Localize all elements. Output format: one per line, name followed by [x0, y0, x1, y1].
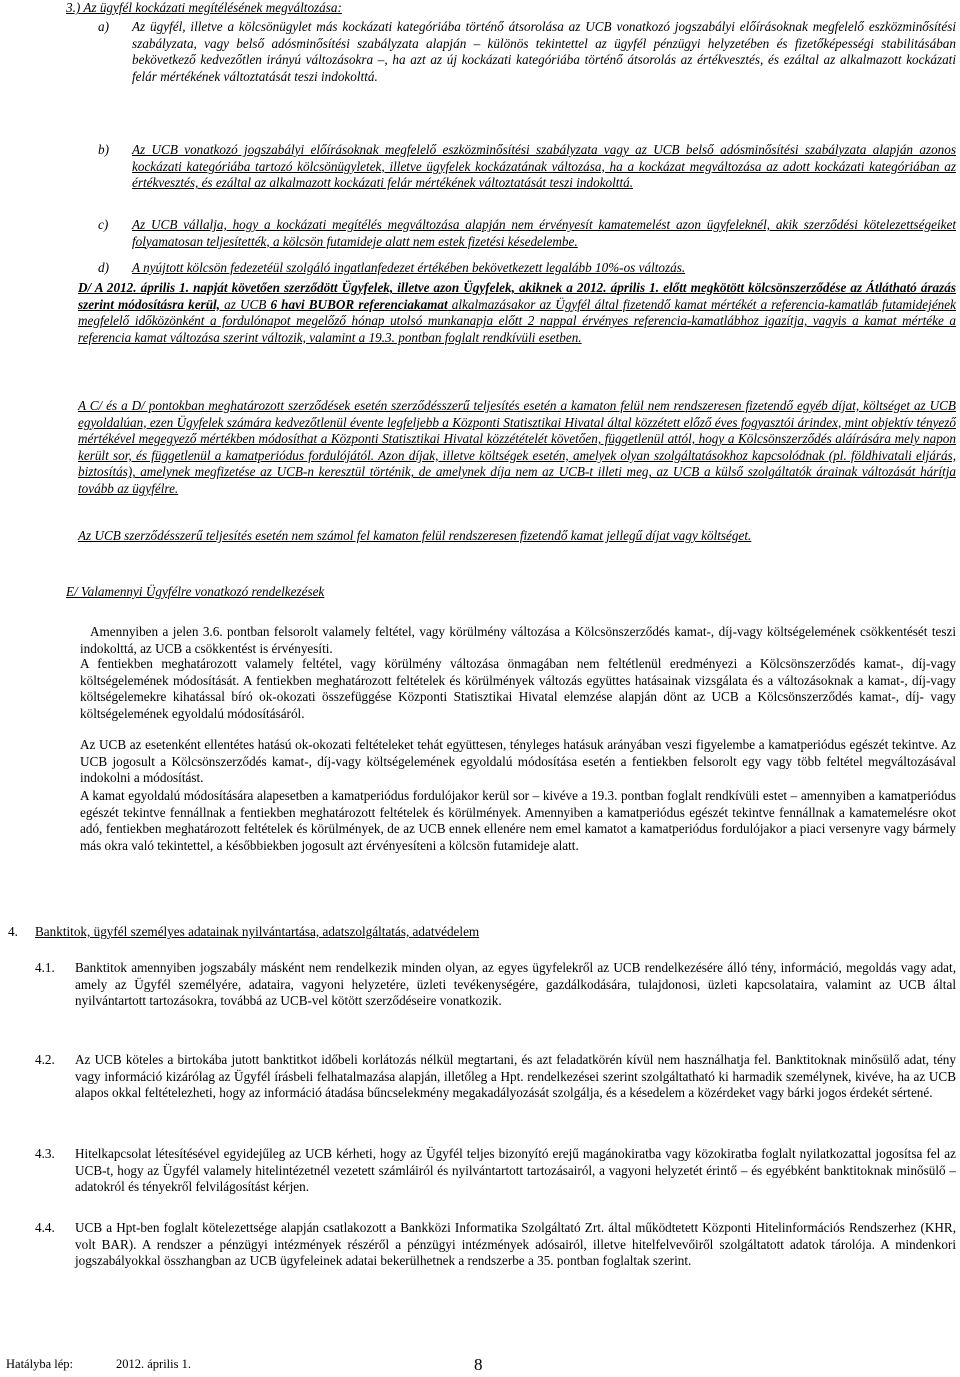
section-e-paragraph-2: A fentiekben meghatározott valamely feltétel, vagy körülmény változása önmagában nem feltétlenül eredményezi a Kölcsönszerződés kamat-, díj-vagy költségelemének módosítását. A fentiekben meghatározott feltételek és körülmények változás együttes hatásainak vizsgálata és a változásoknak a kamat-, díj-vagy költségelemekre kihatással bíró ok-okozati összefüggése Központi Statisztikai Hivatal elemzése alapján dönt az UCB a Kölcsönszerződés kamat-, díj- vagy költségelemének egyoldalú módosításáról. — [80, 656, 956, 721]
paragraph-d: A nyújtott kölcsön fedezetéül szolgáló ingatlanfedezet értékében bekövetkezett legalább 10%-os változás. — [132, 260, 686, 275]
item-4-1-number: 4.1. — [35, 960, 55, 975]
section-4-heading: Banktitok, ügyfél személyes adatainak nyilvántartása, adatszolgáltatás, adatvédelem — [35, 924, 480, 939]
paragraph-cd-fees: A C/ és a D/ pontokban meghatározott szerződések esetén szerződésszerű teljesítés esetén a kamaton felül nem rendszeresen fizetendő egyéb díjat, költséget az UCB egyoldalúan, ezen Ügyfelek számára kedvezőtlenül évente legfeljebb a Központi Statisztikai Hivatal által közzétett előző éves fogyasztói árindex, mint objektív tényező mértékével megegyező mértékben módosíthat a Központi Statisztikai Hivatal közzétételét követően, függetlenül attól, hogy a Kölcsönszerződés aláírására mely napon került sor, és függetlenül a kamatperiódus fordulójától. Azon díjak, illetve költségek esetén, amelyek olyan szolgáltatásokhoz kapcsolódnak (pl. földhivatali eljárás, biztosítás), amelynek megfizetése az UCB-n keresztül történik, de amelynek díja nem az UCB-t illeti meg, az UCB a külső szolgáltatók árainak változását hárítja tovább az ügyfélre. — [78, 398, 956, 496]
section-heading: 3.) Az ügyfél kockázati megítélésének megváltozása: — [66, 0, 342, 15]
list-marker-c: c) — [98, 217, 109, 232]
list-marker-d: d) — [98, 260, 109, 275]
section-e-paragraph-4: A kamat egyoldalú módosítására alapesetben a kamatperiódus fordulójakor kerül sor – kivéve a 19.3. pontban foglalt rendkívüli estet – amennyiben a kamatperiódus egészét tekintve fennállnak a fentiekben meghatározott feltételek és körülmények. Amennyiben a kamatperiódus egészét tekintve fennállnak a kamatemelésre okot adó, fentiekben meghatározott feltételek és körülmények, de az UCB ennek ellenére nem emel kamatot a kamatperiódus fordulójakor a piaci versenyre vagy bármely más okra való tekintettel, a későbbiekben jogosult azt érvényesíteni a kölcsön futamideje alatt. — [80, 788, 956, 853]
section-e-heading: E/ Valamennyi Ügyfélre vonatkozó rendelkezések — [66, 584, 325, 599]
item-4-2-number: 4.2. — [35, 1052, 55, 1067]
section-d-rest: alkalmazásakor az Ügyfél által fizetendő kamat mértékét a referencia-kamatláb futamidejének megfelelő időközönként a fordulónapot megelőző hónap utolsó munkanapja előtt 2 nappal érvényes referencia-kamatlábhoz igazítja, vagyis a kamat mértéke a referencia kamat változása szerint változik, valamint a 19.3. pontban foglalt rendkívüli esetben. — [78, 296, 956, 345]
item-4-3-text: Hitelkapcsolat létesítésével egyidejűleg az UCB kérheti, hogy az Ügyfél teljes bizonyító erejű magánokiratba vagy közokiratba foglalt nyilatkozattal jogosítsa fel az UCB-t, hogy az Ügyfél valamely hitelintézetnél vezetett számláiról és nyilvántartott tartozásairól, a vagyoni helyzetét érintő – és egyébként banktitoknak minősülő – adatokról és tényekről felvilágosítást kérjen. — [75, 1146, 956, 1195]
section-e-paragraph-3: Az UCB az esetenként ellentétes hatású ok-okozati feltételeket tehát együttesen, tényleges hatásuk arányában veszi figyelembe a kamatperiódus egészét tekintve. Az UCB jogosult a Kölcsönszerződés kamat-, díj-vagy költségelemének egyoldalú módosítása esetén a fentiekben felsorolt egy vagy több feltétel megváltozásával indokolni a módosítást. — [80, 737, 956, 786]
paragraph-c: Az UCB vállalja, hogy a kockázati megítélés megváltozása alapján nem érvényesít kamatemelést azon ügyfeleknél, akik szerződési kötelezettségeiket folyamatosan teljesítették, a kölcsön futamideje alatt nem estek fizetési késedelembe. — [132, 217, 956, 249]
item-4-4-text: UCB a Hpt-ben foglalt kötelezettsége alapján csatlakozott a Bankközi Informatika Szolgáltató Zrt. által működtetett Központi Hitelinformációs Rendszerhez (KHR, volt BAR). A rendszer a pénzügyi intézmények részéről a pénzügyi intézmények adósairól, illetve hitelfelvevőiről szolgáltatott adatok tárolója. A mindenkori jogszabályokkal összhangban az UCB ügyfeleinek adatai bekerülhetnek a rendszerbe a 35. pontban foglaltak szerint. — [75, 1220, 956, 1269]
footer-effective-date: 2012. április 1. — [116, 1357, 191, 1371]
paragraph-b: Az UCB vonatkozó jogszabályi előírásoknak megfelelő eszközminősítési szabályzata vagy az UCB belső adósminősítési szabályzata alapján azonos kockázati kategóriába tartozó kölcsönügyletek, illetve ügyfelek kockázatának változása, ha a kockázat megváltozása az adott kockázati kategóriában az értékvesztés, és ezáltal az alkalmazott kockázati felár mértékének változtatását teszi indokolttá. — [132, 142, 956, 191]
paragraph-a: Az ügyfél, illetve a kölcsönügylet más kockázati kategóriába történő átsorolása az UCB vonatkozó jogszabályi előírásoknak megfelelő eszközminősítési szabályzata, vagy belső adósminősítési szabályzata alapján – különös tekintettel az ügyfél pénzügyi helyzetében és fizetőképességi stabilitásában bekövetkező kedvezőtlen irányú változásokra –, ha azt az új kockázati kategóriába történő átsorolás az értékvesztés, és ezáltal az alkalmazott kockázati felár mértékének változtatását teszi indokolttá. — [132, 19, 956, 84]
footer-effective-label: Hatályba lép: — [6, 1357, 73, 1371]
list-marker-a: a) — [98, 19, 109, 34]
section-d-bold-head: D/ A 2012. április 1. napját követően szerződött Ügyfelek, illetve azon Ügyfelek, akiknek a 2012. április 1. előtt megkötött kölcsönszerződése az Átlátható árazás szerint módosításra kerül, — [78, 280, 956, 312]
item-4-1-text: Banktitok amennyiben jogszabály másként nem rendelkezik minden olyan, az egyes ügyfelekről az UCB rendelkezésére álló tény, információ, megoldás vagy adat, amely az Ügyfél személyére, adataira, vagyoni helyzetére, üzleti tevékenységére, gazdálkodására, tulajdonosi, üzleti kapcsolataira, valamint az UCB által nyilvántartott tartozásokra, továbbá az UCB-vel kötött szerződéseire vonatkozik. — [75, 960, 956, 1009]
page-number: 8 — [474, 1355, 483, 1374]
paragraph-cd-no-fees: Az UCB szerződésszerű teljesítés esetén nem számol fel kamaton felül rendszeresen fizetendő kamat jellegű díjat vagy költséget. — [78, 528, 752, 543]
section-d-bubor: 6 havi BUBOR referenciakamat — [270, 296, 448, 312]
list-marker-b: b) — [98, 142, 109, 157]
item-4-4-number: 4.4. — [35, 1220, 55, 1235]
item-4-3-number: 4.3. — [35, 1146, 55, 1161]
section-4-number: 4. — [8, 924, 18, 939]
section-d-mid: az UCB — [219, 296, 271, 312]
paragraph-section-d — [78, 280, 956, 346]
section-e-paragraph-1: Amennyiben a jelen 3.6. pontban felsorolt valamely feltétel, vagy körülmény változása a Kölcsönszerződés kamat-, díj-vagy költségelemének csökkentését teszi indokolttá, az UCB a csökkentést is érvényesíti. — [80, 624, 956, 656]
item-4-2-text: Az UCB köteles a birtokába jutott banktitkot időbeli korlátozás nélkül megtartani, és azt feladatkörén kívül nem használhatja fel. Banktitoknak minősülő adat, tény vagy információ kizárólag az Ügyfél írásbeli felhatalmazása alapján, illetőleg a Hpt. rendelkezései szerint szolgáltatható ki harmadik személynek, kivéve, ha az UCB alapos okkal feltételezheti, hogy az információ átadása bűncselekmény megakadályozását szolgálja, és a késedelem a közérdeket vagy bárki jogos érdekét sértené. — [75, 1052, 956, 1101]
